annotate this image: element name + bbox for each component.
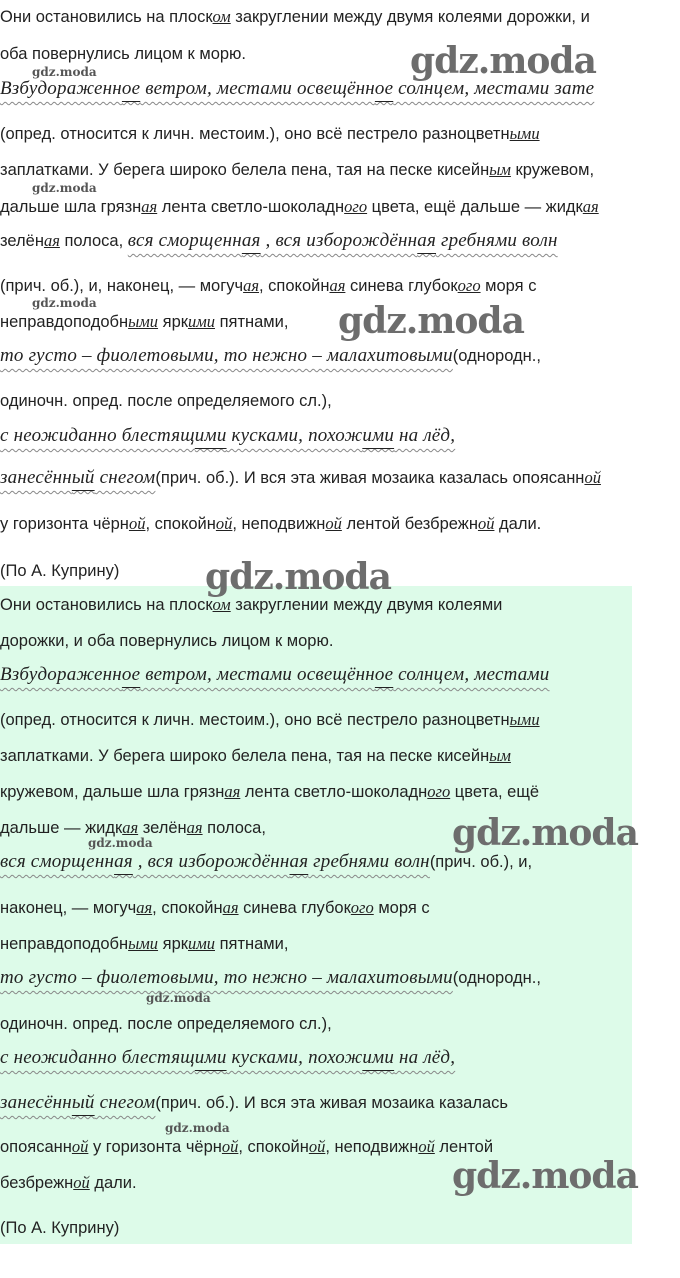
text-line: с неожиданно блестящими кусками, похожими на лёд, (0, 1047, 456, 1068)
text-line: кружевом, дальше шла грязная лента светло-шоколадного цвета, ещё (0, 782, 540, 801)
text-line: одиночн. опред. после определяемого сл.), (0, 392, 332, 410)
text-line: наконец, — могучая, спокойная синева глубокого моря с (0, 898, 430, 917)
watermark-logo: gdz.moda (338, 300, 524, 342)
watermark-logo: gdz.moda (32, 181, 97, 195)
text-line: то густо – фиолетовыми, то нежно – малахитовыми(однородн., (0, 967, 541, 988)
text-line: заплатками. У берега широко белела пена, тая на песке кисейным кружевом, (0, 160, 595, 179)
text-line: заплатками. У берега широко белела пена, тая на песке кисейным (0, 746, 511, 765)
text-line: зелёная полоса, вся сморщенная , вся изборождённая гребнями волн (0, 230, 558, 251)
text-line: вся сморщенная , вся изборождённая гребнями волн(прич. об.), и, (0, 851, 533, 872)
watermark-logo: gdz.moda (32, 65, 97, 79)
watermark-logo: gdz.moda (32, 296, 97, 310)
watermark-logo: gdz.moda (205, 556, 391, 598)
text-line: занесённый снегом(прич. об.). И вся эта живая мозаика казалась опоясанной (0, 467, 601, 488)
watermark-logo: gdz.moda (452, 812, 638, 854)
watermark-logo: gdz.moda (88, 836, 153, 850)
text-line: неправдоподобными яркими пятнами, (0, 312, 289, 331)
text-line: (опред. относится к личн. местоим.), оно всё пестрело разноцветными (0, 124, 540, 143)
text-line: дальше — жидкая зелёная полоса, (0, 818, 266, 837)
text-line: у горизонта чёрной, спокойной, неподвижной лентой безбрежной дали. (0, 514, 542, 533)
text-line: одиночн. опред. после определяемого сл.), (0, 1015, 332, 1033)
text-line: опоясанной у горизонта чёрной, спокойной, неподвижной лентой (0, 1137, 494, 1156)
watermark-logo: gdz.moda (452, 1155, 638, 1197)
source-attribution: (По А. Куприну) (0, 1219, 120, 1237)
text-line: Они остановились на плоском закруглении между двумя колеями (0, 595, 503, 614)
text-line: с неожиданно блестящими кусками, похожими на лёд, (0, 425, 456, 446)
watermark-logo: gdz.moda (410, 40, 596, 82)
source-attribution: (По А. Куприну) (0, 562, 120, 580)
watermark-logo: gdz.moda (146, 991, 211, 1005)
text-line: дорожки, и оба повернулись лицом к морю. (0, 632, 334, 650)
text-line: (опред. относится к личн. местоим.), оно всё пестрело разноцветными (0, 710, 540, 729)
text-line: Они остановились на плоском закруглении между двумя колеями дорожки, и (0, 7, 590, 26)
text-line: безбрежной дали. (0, 1173, 137, 1192)
text-line: оба повернулись лицом к морю. (0, 45, 247, 63)
text-line: дальше шла грязная лента светло-шоколадного цвета, ещё дальше — жидкая (0, 197, 599, 216)
watermark-logo: gdz.moda (165, 1121, 230, 1135)
text-line: Взбудораженное ветром, местами освещённое солнцем, местами зате (0, 78, 595, 99)
text-line: занесённый снегом(прич. об.). И вся эта живая мозаика казалась (0, 1092, 508, 1113)
text-line: неправдоподобными яркими пятнами, (0, 934, 289, 953)
text-line: Взбудораженное ветром, местами освещённое солнцем, местами (0, 664, 550, 685)
text-line: то густо – фиолетовыми, то нежно – малахитовыми(однородн., (0, 345, 541, 366)
text-line: (прич. об.), и, наконец, — могучая, спокойная синева глубокого моря с (0, 276, 537, 295)
